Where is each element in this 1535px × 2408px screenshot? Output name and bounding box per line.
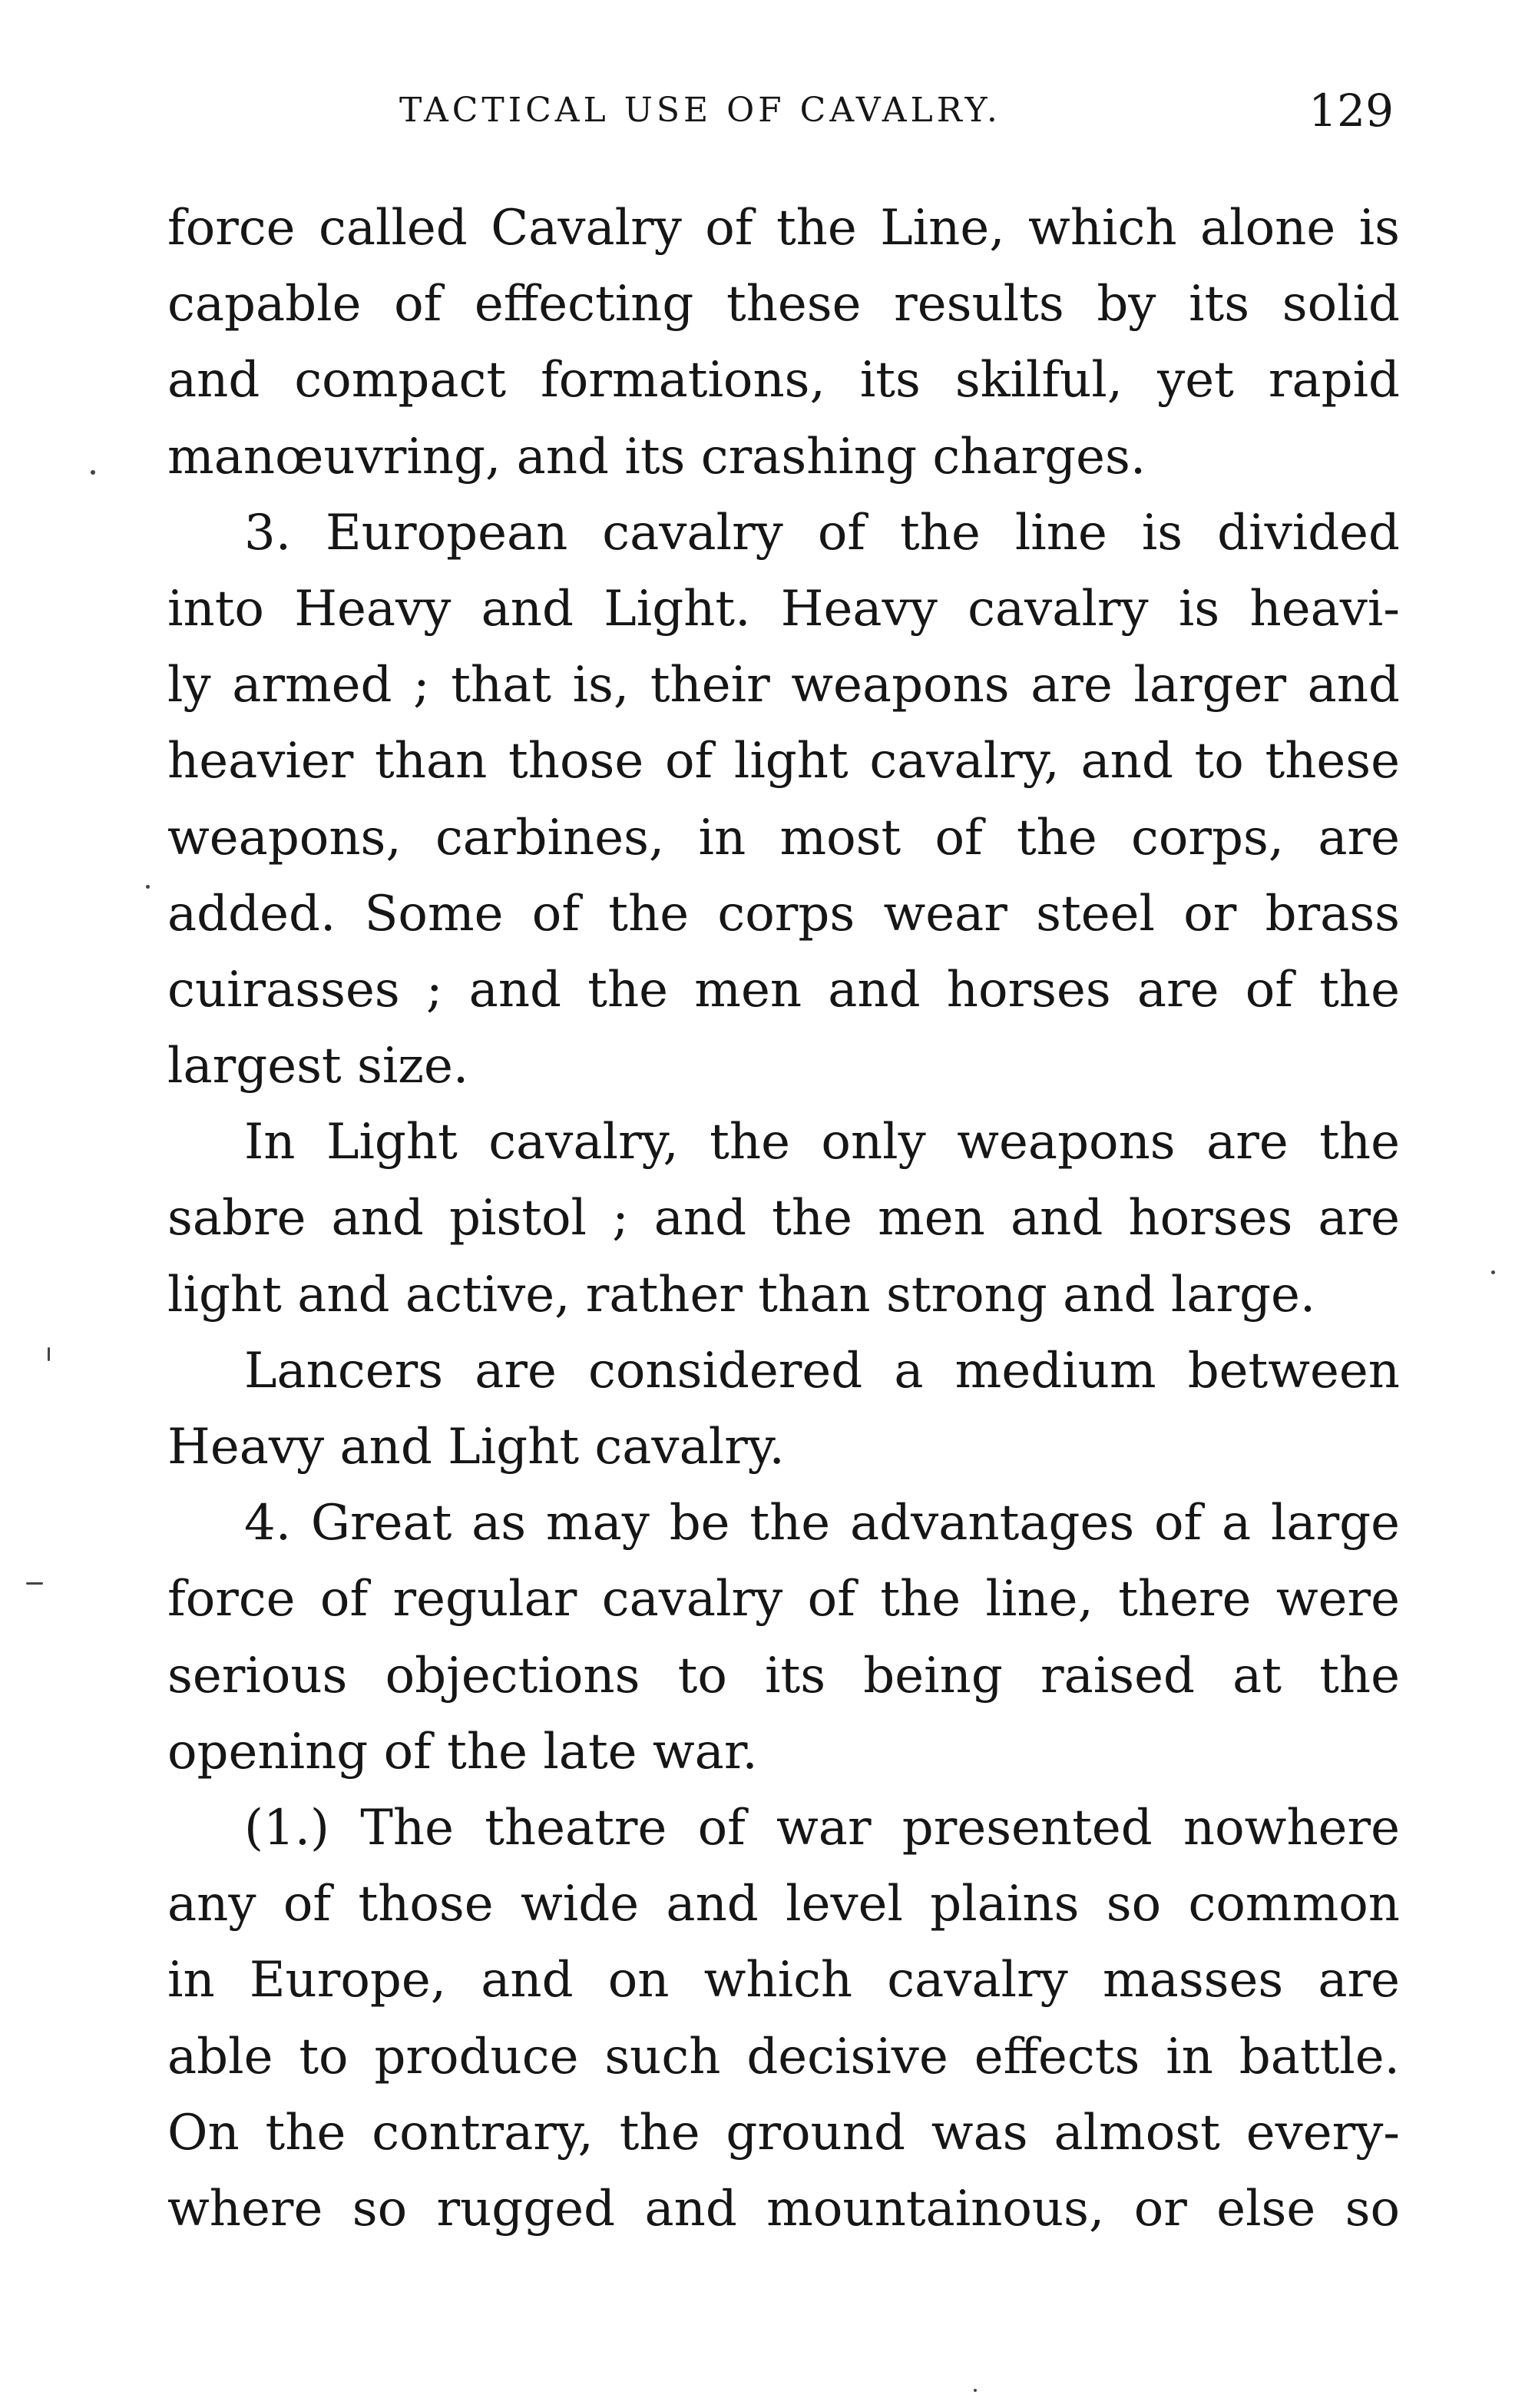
text-line: force of regular cavalry of the line, there were [167, 1571, 1400, 1628]
text-line: cuirasses ; and the men and horses are of the [167, 961, 1400, 1019]
scan-speck [146, 885, 150, 889]
scan-speck [974, 2389, 977, 2392]
scan-speck [1491, 1270, 1495, 1274]
paragraph-start-line: In Light cavalry, the only weapons are the [244, 1114, 1400, 1171]
text-line: On the contrary, the ground was almost every- [167, 2104, 1400, 2161]
text-line: added. Some of the corps wear steel or brass [167, 885, 1400, 942]
text-line: light and active, rather than strong and large. [167, 1266, 1316, 1323]
text-line: sabre and pistol ; and the men and horses are [167, 1190, 1400, 1247]
text-line: opening of the late war. [167, 1723, 758, 1780]
text-line: able to produce such decisive effects in battle. [167, 2028, 1400, 2085]
text-line: into Heavy and Light. Heavy cavalry is heavi- [167, 580, 1400, 638]
paragraph-start-line: 4. Great as may be the advantages of a large [244, 1495, 1400, 1552]
text-line: weapons, carbines, in most of the corps, are [167, 809, 1400, 866]
text-line: and compact formations, its skilful, yet rapid [167, 352, 1400, 409]
running-head: TACTICAL USE OF CAVALRY. [399, 91, 1001, 130]
text-line: capable of effecting these results by its solid [167, 276, 1400, 333]
page-number: 129 [1308, 84, 1394, 137]
paragraph-start-line: 3. European cavalry of the line is divided [244, 504, 1400, 561]
text-line: Heavy and Light cavalry. [167, 1419, 785, 1476]
scan-speck [26, 1582, 43, 1585]
body-text [167, 190, 1400, 2247]
text-line: manœuvring, and its crashing charges. [167, 428, 1146, 485]
text-line: ly armed ; that is, their weapons are larger and [167, 657, 1400, 714]
scan-speck [48, 1347, 50, 1361]
text-line: in Europe, and on which cavalry masses are [167, 1952, 1400, 2009]
paragraph-start-line: Lancers are considered a medium between [244, 1342, 1400, 1399]
text-line: heavier than those of light cavalry, and to these [167, 733, 1400, 790]
text-line: force called Cavalry of the Line, which alone is [167, 200, 1400, 257]
scan-speck [91, 470, 95, 475]
text-line: any of those wide and level plains so common [167, 1876, 1400, 1933]
text-line: serious objections to its being raised at the [167, 1647, 1400, 1704]
text-line: where so rugged and mountainous, or else so [167, 2180, 1400, 2237]
paragraph-start-line: (1.) The theatre of war presented nowhere [244, 1799, 1400, 1857]
text-line: largest size. [167, 1038, 469, 1095]
